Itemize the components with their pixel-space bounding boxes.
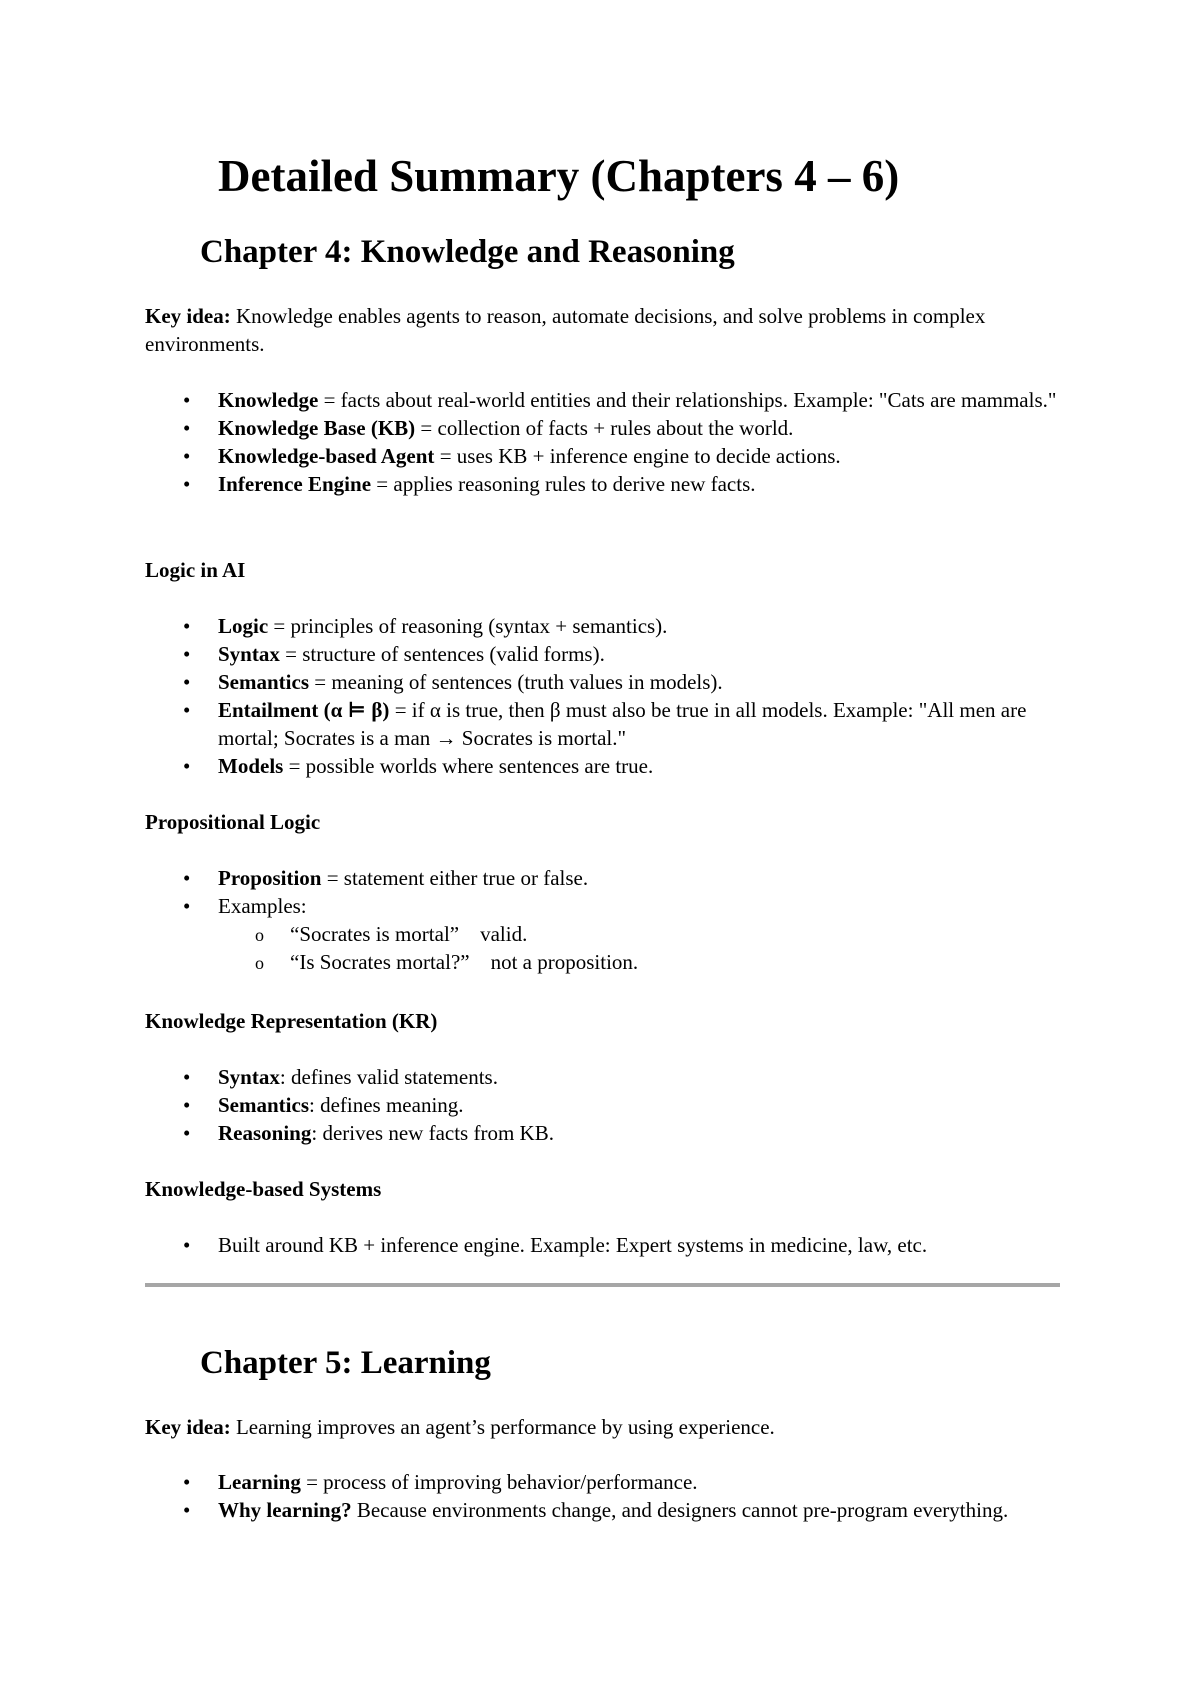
item-term: Semantics bbox=[218, 1093, 309, 1117]
key-idea-text: Learning improves an agent’s performance by using experience. bbox=[230, 1415, 775, 1439]
item-text: = possible worlds where sentences are true. bbox=[283, 754, 654, 778]
item-term: Inference Engine bbox=[218, 472, 372, 496]
list-item bbox=[0, 1496, 1065, 1524]
list-item bbox=[0, 442, 1065, 470]
propositional-logic-list bbox=[0, 864, 1065, 976]
list-item bbox=[0, 696, 1065, 752]
item-text: = applies reasoning rules to derive new facts. bbox=[371, 472, 756, 496]
knowledge-based-systems-list bbox=[0, 1231, 1065, 1259]
chapter-5-list bbox=[0, 1468, 1065, 1524]
item-term: Syntax bbox=[218, 642, 280, 666]
item-term: Logic bbox=[218, 614, 269, 638]
item-term: Knowledge bbox=[218, 388, 319, 412]
list-item bbox=[0, 864, 1065, 892]
key-idea-text: Knowledge enables agents to reason, automate decisions, and solve problems in complex environments. bbox=[145, 304, 986, 356]
item-text: = principles of reasoning (syntax + semantics). bbox=[268, 614, 668, 638]
example-item: o “Is Socrates mortal?” not a proposition. bbox=[218, 948, 1065, 976]
key-idea-label: Key idea: bbox=[145, 304, 231, 328]
chapter-4-key-idea bbox=[145, 302, 1065, 358]
list-item bbox=[0, 1063, 1065, 1091]
knowledge-representation-heading: Knowledge Representation (KR) bbox=[145, 1009, 438, 1033]
example-item: o “Socrates is mortal” valid. bbox=[218, 920, 1065, 948]
item-text: Built around KB + inference engine. Example: Expert systems in medicine, law, etc. bbox=[218, 1233, 928, 1257]
item-text: = if α is true, then β must also be true in all models. Example: "All men are mortal; Socrates is a man → Socrates is mortal." bbox=[218, 698, 1027, 750]
item-text: = meaning of sentences (truth values in models). bbox=[309, 670, 723, 694]
document-title: Detailed Summary (Chapters 4 – 6) bbox=[218, 151, 900, 201]
list-item bbox=[0, 1091, 1065, 1119]
item-term: Why learning? bbox=[218, 1498, 352, 1522]
item-text: = uses KB + inference engine to decide actions. bbox=[434, 444, 841, 468]
list-item bbox=[0, 1231, 1065, 1259]
item-text: = facts about real-world entities and their relationships. Example: "Cats are mammals." bbox=[318, 388, 1057, 412]
propositional-logic-heading: Propositional Logic bbox=[145, 810, 321, 834]
list-item bbox=[0, 386, 1065, 414]
list-item bbox=[0, 668, 1065, 696]
chapter-4-heading: Chapter 4: Knowledge and Reasoning bbox=[200, 234, 735, 270]
logic-in-ai-list bbox=[0, 612, 1065, 780]
chapter-4-definitions-list bbox=[0, 386, 1065, 498]
item-term: Reasoning bbox=[218, 1121, 312, 1145]
item-term: Entailment (α ⊨ β) bbox=[218, 698, 390, 722]
key-idea-label: Key idea: bbox=[145, 1415, 231, 1439]
item-term: Syntax bbox=[218, 1065, 280, 1089]
item-term: Semantics bbox=[218, 670, 309, 694]
item-term: Models bbox=[218, 754, 284, 778]
item-text: : defines valid statements. bbox=[279, 1065, 498, 1089]
item-text: = collection of facts + rules about the world. bbox=[415, 416, 794, 440]
item-text: : defines meaning. bbox=[309, 1093, 464, 1117]
item-text: : derives new facts from KB. bbox=[311, 1121, 554, 1145]
logic-in-ai-heading: Logic in AI bbox=[145, 558, 246, 582]
list-item bbox=[0, 640, 1065, 668]
item-term: Proposition bbox=[218, 866, 322, 890]
item-text: Examples: bbox=[218, 894, 307, 918]
list-item bbox=[0, 470, 1065, 498]
list-item bbox=[0, 414, 1065, 442]
list-item bbox=[0, 892, 1065, 976]
examples-list bbox=[218, 920, 1065, 976]
knowledge-representation-list bbox=[0, 1063, 1065, 1147]
item-text: = statement either true or false. bbox=[321, 866, 589, 890]
chapter-5-heading: Chapter 5: Learning bbox=[200, 1345, 491, 1381]
list-item bbox=[0, 1468, 1065, 1496]
list-item bbox=[0, 752, 1065, 780]
item-text: = structure of sentences (valid forms). bbox=[279, 642, 605, 666]
item-term: Learning bbox=[218, 1470, 301, 1494]
chapter-5-key-idea bbox=[145, 1413, 1065, 1441]
list-item bbox=[0, 1119, 1065, 1147]
list-item bbox=[0, 612, 1065, 640]
item-text: Because environments change, and designers cannot pre-program everything. bbox=[351, 1498, 1009, 1522]
item-term: Knowledge-based Agent bbox=[218, 444, 435, 468]
knowledge-based-systems-heading: Knowledge-based Systems bbox=[145, 1177, 382, 1201]
item-text: = process of improving behavior/performance. bbox=[300, 1470, 698, 1494]
section-divider bbox=[145, 1283, 1060, 1287]
item-term: Knowledge Base (KB) bbox=[218, 416, 416, 440]
